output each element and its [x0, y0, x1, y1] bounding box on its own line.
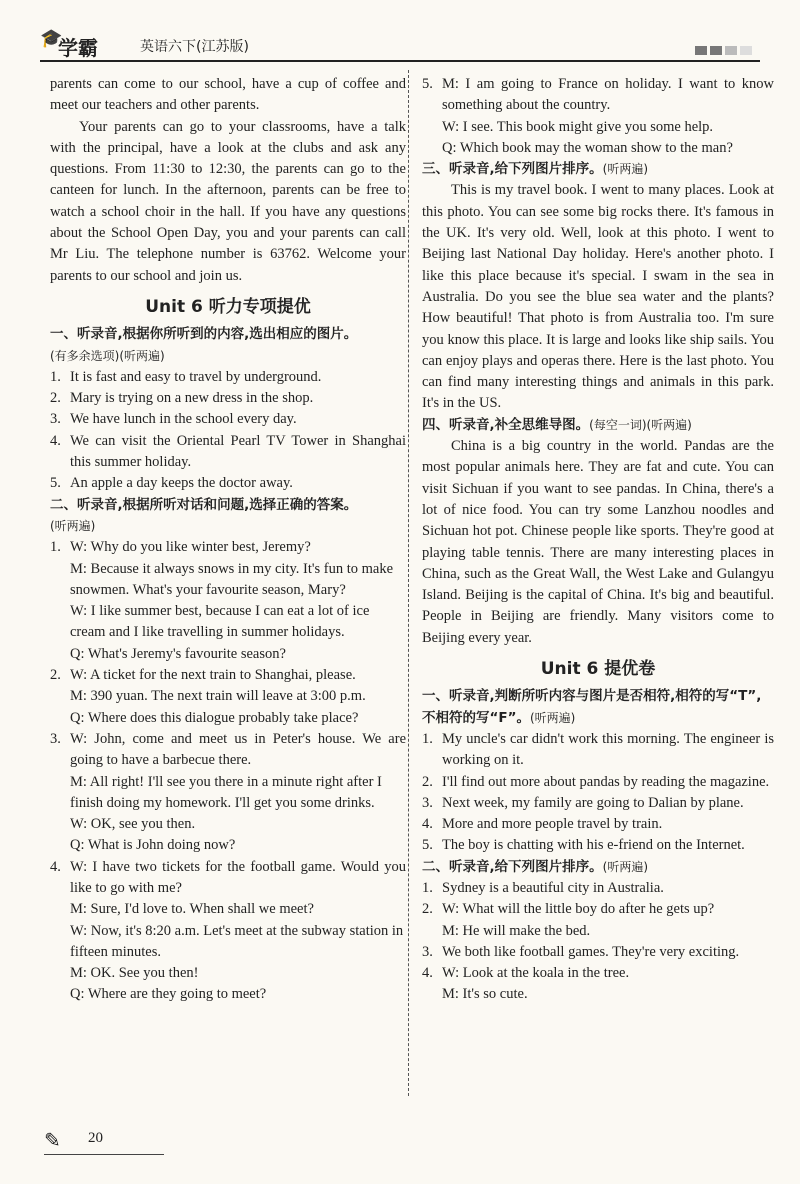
page-number: 20: [88, 1130, 103, 1146]
section-title: 三、听录音,给下列图片排序。(听两遍): [422, 161, 649, 178]
section-title: 二、听录音,给下列图片排序。(听两遍): [422, 858, 649, 875]
dialogue: 5. M: I am going to France on holiday. I want to know something about the country. W: I see. This book might give you some help. Q: Which book may the woman show to the man?: [422, 74, 774, 159]
list-item: 1. It is fast and easy to travel by underground.: [50, 368, 322, 385]
item-list: [50, 367, 406, 495]
dialogue-line: M: 390 yuan. The next train will leave at 3:00 p.m.: [70, 688, 366, 705]
book-title: 英语六下(江苏版): [140, 39, 249, 55]
list-item: 4. We can visit the Oriental Pearl TV Tower in Shanghai this summer holiday.: [50, 432, 406, 471]
left-column: [50, 74, 406, 1006]
paragraph: This is my travel book. I went to many places. Look at this photo. You can see some big rocks there. It's famous in the UK. It's very old. Well, look at this photo. I went to Beijing last National Day holiday. Here's another photo. I like this place because it's special. I swam in the sea in Australia. Do you see the blue sea water and the plants? How beautiful! That photo is from Australia too. I'm sure you know this place. It is large and looks like ship sails. You can enjoy plays and operas there. Here is the last photo. You can find many interesting things and animals in this park. It's in the US.: [422, 182, 774, 412]
dialogue-line: M: I am going to France on holiday. I want to know something about the country.: [442, 76, 774, 114]
section-title: 二、听录音,根据所听对话和问题,选择正确的答案。 (听两遍): [50, 496, 358, 533]
list-item: 3. We both like football games. They're very exciting.: [422, 943, 740, 960]
dialogue-line: W: I have two tickets for the football game. Would you like to go with me?: [70, 858, 406, 896]
dialogue-line: M: Because it always snows in my city. It's fun to make snowmen. What's your favourite season, Mary?: [70, 560, 394, 598]
dialogue: 4. W: I have two tickets for the football game. Would you like to go with me? M: Sure, I'd love to. When shall we meet? W: Now, it's 8:20 a.m. Let's meet at the subway station in fifteen minutes. M: OK. See you then! Q: Where are they going to meet?: [50, 857, 406, 1006]
dialogue-line: M: Sure, I'd love to. When shall we meet?: [70, 901, 314, 918]
dialogue: 2. W: A ticket for the next train to Shanghai, please. M: 390 yuan. The next train will leave at 3:00 p.m. Q: Where does this dialogue probably take place?: [50, 665, 406, 729]
list-item: 2. Mary is trying on a new dress in the shop.: [50, 390, 314, 407]
decorative-boxes: [692, 42, 752, 60]
paragraph: parents can come to our school, have a cup of coffee and meet our teachers and other parents.: [50, 76, 406, 114]
dialogue-line: W: A ticket for the next train to Shanghai, please.: [70, 667, 356, 684]
page-footer: [44, 1126, 164, 1155]
list-item: 5. The boy is chatting with his e-friend on the Internet.: [422, 837, 745, 854]
page-header: [40, 26, 760, 62]
list-item: 2. I'll find out more about pandas by reading the magazine.: [422, 773, 770, 790]
dialogue-question: Q: What's Jeremy's favourite season?: [70, 645, 286, 662]
paragraph: Your parents can go to your classrooms, have a talk with the principal, have a look at the clubs and ask any questions. From 11:30 to 12:30, the parents can go to the canteen for lunch. In the afternoon, parents can be free to watch a school choir in the hall. If you have any questions about the School Open Day, you and your parents can call Mr Liu. The telephone number is 63762. Welcome your parents to our school and join us.: [50, 118, 406, 284]
dialogue-question: Q: Where are they going to meet?: [70, 986, 267, 1003]
list-item: 3. Next week, my family are going to Dalian by plane.: [422, 794, 744, 811]
list-item: 1. My uncle's car didn't work this morning. The engineer is working on it.: [422, 730, 774, 769]
item-list: [422, 729, 774, 857]
list-item: 5. An apple a day keeps the doctor away.: [50, 475, 293, 492]
dialogue-line: W: I like summer best, because I can eat a lot of ice cream and I like travelling in summer holidays.: [70, 603, 370, 641]
dialogue-line: W: OK, see you then.: [70, 816, 196, 833]
right-column: [422, 74, 774, 1006]
list-item: 1. Sydney is a beautiful city in Australia.: [422, 879, 664, 896]
dialogue-question: Q: What is John doing now?: [70, 837, 236, 854]
section-title: 一、听录音,判断所听内容与图片是否相符,相符的写“T”,不相符的写“F”。(听两遍): [422, 688, 762, 726]
section-title: 四、听录音,补全思维导图。(每空一词)(听两遍): [422, 416, 692, 433]
dialogue: 1. W: Why do you like winter best, Jeremy? M: Because it always snows in my city. It's fun to make snowmen. What's your favourite season, Mary? W: I like summer best, because I can eat a lot of ice cream and I like travelling in summer holidays. Q: What's Jeremy's favourite season?: [50, 537, 406, 665]
dialogue-line: M: He will make the bed.: [442, 922, 591, 939]
dialogue-line: W: Now, it's 8:20 a.m. Let's meet at the subway station in fifteen minutes.: [70, 922, 404, 960]
pencil-icon: ✎: [44, 1130, 61, 1152]
column-divider: [408, 70, 409, 1096]
paragraph: China is a big country in the world. Pandas are the most popular animals here. They are fat and cute. You can visit Sichuan if you want to see pandas. In China, there's a lot of nice food. You can try some Lanzhou noodles and Sichuan hot pot. Chinese people like sports. They're good at playing table tennis. There are many interesting places in China, such as the Great Wall, the West Lake and Gulangyu Island. Beijing is the capital of China. It's big and beautiful. People in Beijing are friendly. Many visitors come to Beijing every year.: [422, 438, 774, 646]
dialogue-line: M: All right! I'll see you there in a minute right after I finish doing my homework. I'll get you some drinks.: [70, 773, 382, 811]
dialogue-line: M: It's so cute.: [442, 986, 528, 1003]
dialogue-question: Q: Where does this dialogue probably take place?: [70, 709, 359, 726]
unit-title: Unit 6 听力专项提优: [145, 296, 311, 317]
graduation-cap-icon: 🎓: [40, 28, 63, 48]
dialogue-line: W: Why do you like winter best, Jeremy?: [70, 539, 311, 556]
unit-title: Unit 6 提优卷: [540, 659, 656, 680]
dialogue-line: M: OK. See you then!: [70, 965, 199, 982]
dialogue: 3. W: John, come and meet us in Peter's house. We are going to have a barbecue there. M: All right! I'll see you there in a minute right after I finish doing my homework. I'll get you some drinks. W: OK, see you then. Q: What is John doing now?: [50, 729, 406, 857]
list-item: 4. W: Look at the koala in the tree.: [422, 965, 630, 982]
dialogue-line: W: I see. This book might give you some help.: [442, 118, 714, 135]
list-item: 3. We have lunch in the school every day.: [50, 411, 297, 428]
dialogue-line: W: John, come and meet us in Peter's house. We are going to have a barbecue there.: [70, 730, 406, 769]
logo: 学霸: [58, 36, 98, 60]
section-title: 一、听录音,根据你所听到的内容,选出相应的图片。 (有多余选项)(听两遍): [50, 326, 358, 363]
list-item: 4. More and more people travel by train.: [422, 816, 663, 833]
list-item: 2. W: What will the little boy do after he gets up?: [422, 901, 715, 918]
dialogue-question: Q: Which book may the woman show to the man?: [442, 139, 733, 156]
